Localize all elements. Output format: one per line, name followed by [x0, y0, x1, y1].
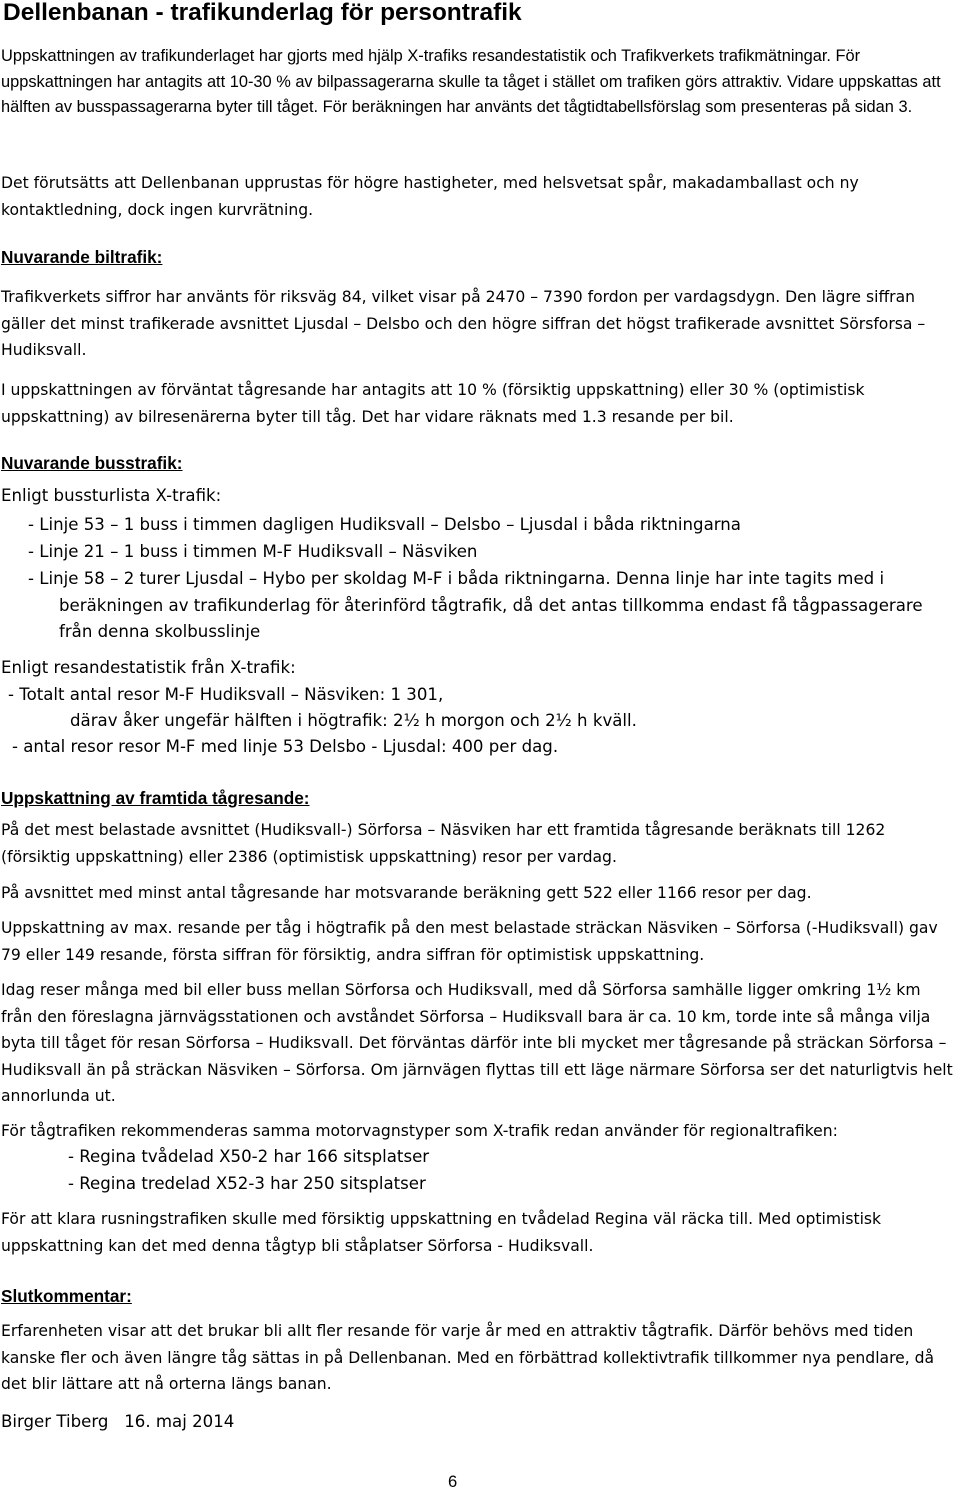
future-paragraph-3: Uppskattning av max. resande per tåg i högtrafik på den mest belastade sträckan Näsviken – Sörforsa (-Hudiksvall) gav 79 eller 149 resande, första siffran för försiktig, andra siffran för optimistisk uppskattning. — [1, 919, 938, 964]
page-number: 6 — [448, 1472, 458, 1491]
heading-car-traffic: Nuvarande biltrafik: — [1, 247, 163, 267]
car-paragraph-1: Trafikverkets siffror har använts för riksväg 84, vilket visar på 2470 – 7390 fordon per vardagsdygn. Den lägre siffran gäller det minst trafikerade avsnittet Ljusdal – Delsbo och den högre siffran det högst trafikerade avsnittet Sörsforsa – Hudiksvall. — [1, 288, 926, 360]
bus-line-58 — [28, 566, 958, 646]
bus-line-58-rest: beräkningen av trafikunderlag för återinförd tågtrafik, då det antas tillkomma endast få tågpassagerare från denna skolbusslinje — [59, 595, 923, 642]
heading-future: Uppskattning av framtida tågresande: — [1, 788, 310, 808]
bus-line-21: - Linje 21 – 1 buss i timmen M-F Hudiksvall – Näsviken — [28, 542, 478, 561]
bus-line-58-first: - Linje 58 – 2 turer Ljusdal – Hybo per skoldag M-F i båda riktningarna. Denna linje har inte tagits med i — [28, 569, 885, 588]
future-paragraph-5: För tågtrafiken rekommenderas samma motorvagnstyper som X-trafik redan använder för regionaltrafiken: — [1, 1122, 838, 1140]
intro-paragraph: Uppskattningen av trafikunderlaget har gjorts med hjälp X-trafiks resandestatistik och Trafikverkets trafikmätningar. För uppskattningen har antagits att 10-30 % av bilpassagerarna skulle ta tåget i stället om trafiken görs attraktiv. Vidare uppskattas att hälften av busspassagerarna byter till tåget. För beräkningen har använts det tågtidtabellsförslag som presenteras på sidan 3. — [1, 47, 941, 117]
heading-bus-traffic: Nuvarande busstrafik: — [1, 453, 183, 473]
page-title: Dellenbanan - trafikunderlag för persontrafik — [3, 0, 522, 26]
stat-line-53: - antal resor resor M-F med linje 53 Delsbo - Ljusdal: 400 per dag. — [12, 737, 559, 756]
heading-final: Slutkommentar: — [1, 1286, 132, 1306]
stat-peak: därav åker ungefär hälften i högtrafik: 2½ h morgon och 2½ h kväll. — [70, 711, 637, 730]
future-paragraph-4: Idag reser många med bil eller buss mellan Sörforsa och Hudiksvall, med då Sörforsa samhälle ligger omkring 1½ km från den föreslagna järnvägsstationen och avståndet Sörforsa – Hudiksvall bara är ca. 10 km, torde inte så många vilja byta till tåget för resan Sörforsa – Hudiksvall. Det förväntas därför inte bli mycket mer tågresande på sträckan Sörforsa – Hudiksvall än på sträckan Näsviken – Sörforsa. Om järnvägen flyttas till ett läge närmare Sörforsa ser det naturligtvis helt annorlunda ut. — [1, 981, 953, 1106]
signature: Birger Tiberg 16. maj 2014 — [1, 1412, 235, 1431]
future-paragraph-1: På det mest belastade avsnittet (Hudiksvall-) Sörforsa – Näsviken har ett framtida tågresande beräknats till 1262 (försiktig uppskattning) eller 2386 (optimistisk uppskattning) resor per vardag. — [1, 821, 886, 866]
stat-intro: Enligt resandestatistik från X-trafik: — [1, 658, 296, 677]
car-paragraph-2: I uppskattningen av förväntat tågresande har antagits att 10 % (försiktig uppskattning) eller 30 % (optimistisk uppskattning) av bilresenärerna byter till tåg. Det har vidare räknats med 1.3 resande per bil. — [1, 381, 865, 426]
future-paragraph-6: För att klara rusningstrafiken skulle med försiktig uppskattning en tvådelad Regina väl räcka till. Med optimistisk uppskattning kan det med denna tågtyp bli ståplatser Sörforsa - Hudiksvall. — [1, 1210, 882, 1255]
regina-x50: - Regina tvådelad X50-2 har 166 sitsplatser — [68, 1147, 430, 1166]
upgrade-paragraph: Det förutsätts att Dellenbanan upprustas för högre hastigheter, med helsvetsat spår, makadamballast och ny kontaktledning, dock ingen kurvrätning. — [1, 174, 859, 219]
final-paragraph: Erfarenheten visar att det brukar bli allt fler resande för varje år med en attraktiv tågtrafik. Därför behövs med tiden kanske fler och även längre tåg sättas in på Dellenbanan. Med en förbättrad kollektivtrafik tillkommer nya pendlare, då det blir lättare att nå orterna längs banan. — [1, 1322, 935, 1394]
bus-line-53: - Linje 53 – 1 buss i timmen dagligen Hudiksvall – Delsbo – Ljusdal i båda riktningarna — [28, 515, 741, 534]
stat-total: - Totalt antal resor M-F Hudiksvall – Näsviken: 1 301, — [8, 685, 444, 704]
future-paragraph-2: På avsnittet med minst antal tågresande har motsvarande beräkning gett 522 eller 1166 resor per dag. — [1, 884, 812, 902]
regina-x52: - Regina tredelad X52-3 har 250 sitsplatser — [68, 1174, 426, 1193]
bus-intro: Enligt bussturlista X-trafik: — [1, 486, 222, 505]
